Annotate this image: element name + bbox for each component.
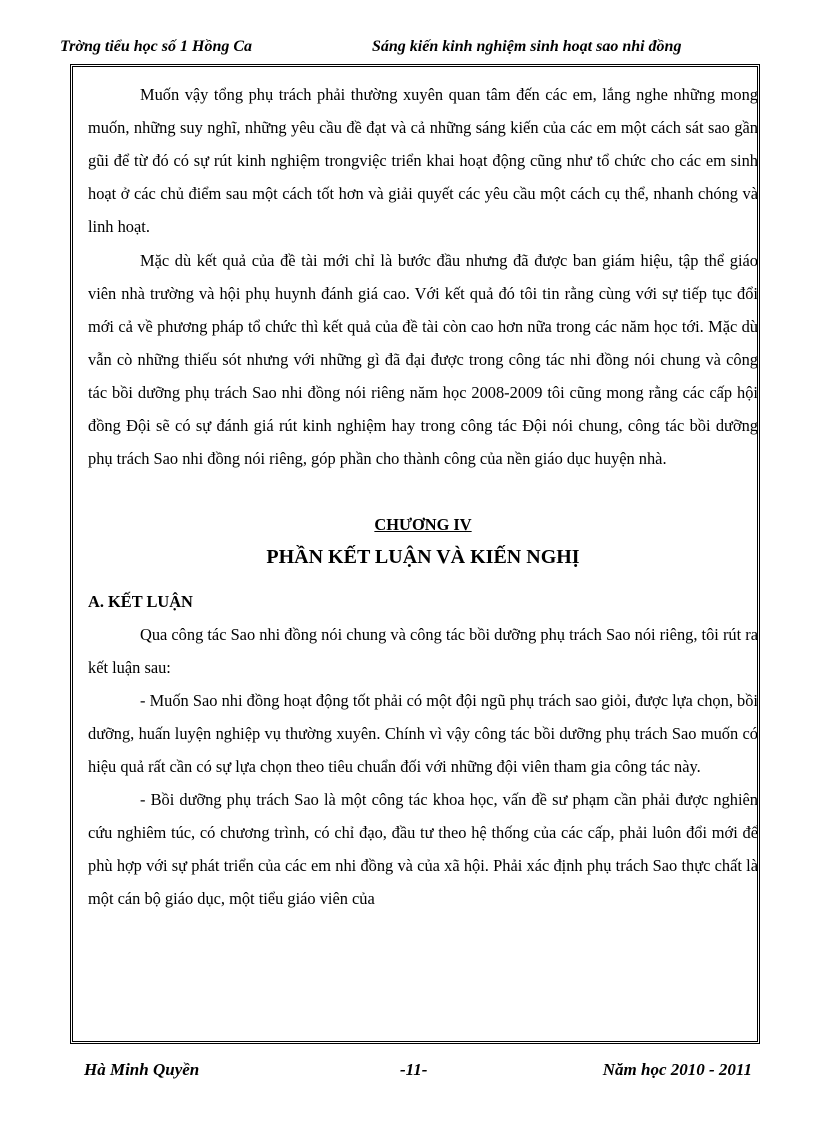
body-paragraph-2: Mặc dù kết quả của đề tài mới chỉ là bước đầu nhưng đã được ban giám hiệu, tập thể giáo viên nhà trường và hội phụ huynh đánh giá cao. Với kết quả đó tôi tin rằng cùng với sự tiếp tục đổi mới cả về phương pháp tổ chức thì kết quả của đề tài còn cao hơn nữa trong các năm học tới. Mặc dù vẫn cò những thiếu sót nhưng với những gì đã đại được trong công tác nhi đồng nói chung và công tác bồi dưỡng phụ trách Sao nhi đồng nói riêng năm học 2008-2009 tôi cũng mong rằng các cấp hội đồng Đội sẽ có sự đánh giá rút kinh nghiệm hay trong công tác Đội nói chung, công tác bồi dưỡng phụ trách Sao nhi đồng nói riêng, góp phần cho thành công của nền giáo dục huyện nhà. [88,251,758,468]
conclusion-paragraph-1: Qua công tác Sao nhi đồng nói chung và công tác bồi dưỡng phụ trách Sao nói riêng, tôi rút ra kết luận sau: [88,625,758,677]
chapter-label: CHƯƠNG IV [374,515,472,534]
body-paragraph-1: Muốn vậy tổng phụ trách phải thường xuyên quan tâm đến các em, lắng nghe những mong muốn, những suy nghĩ, những yêu cầu đề đạt và cả những sáng kiến của các em một cách sát sao gần gũi để từ đó có sự rút kinh nghiệm trongviệc triển khai hoạt động cũng như tổ chức cho các em sinh hoạt ở các chủ điểm sau một cách tốt hơn và giải quyết các yêu cầu một cách cụ thể, nhanh chóng và linh hoạt. [88,85,758,236]
conclusion-paragraph-2: - Muốn Sao nhi đồng hoạt động tốt phải có một đội ngũ phụ trách sao giỏi, được lựa chọn, bồi dưỡng, huấn luyện nghiệp vụ thường xuyên. Chính vì vậy công tác bồi dưỡng phụ trách Sao muốn có hiệu quả rất cần có sự lựa chọn theo tiêu chuẩn đối với những đội viên tham gia công tác này. [88,691,758,776]
chapter-title: PHẦN KẾT LUẬN VÀ KIẾN NGHỊ [266,546,580,568]
footer-author: Hà Minh Quyền [84,1060,200,1079]
header-school-name: Trờng tiểu học số 1 Hồng Ca [60,38,253,55]
page-footer [84,1060,760,1086]
header-document-title: Sáng kiến kinh nghiệm sinh hoạt sao nhi đồng [372,38,682,55]
footer-page-number: -11- [400,1060,428,1079]
page-content [88,78,758,915]
page-header [60,36,760,62]
footer-school-year: Năm học 2010 - 2011 [602,1060,752,1079]
conclusion-paragraph-3: - Bồi dưỡng phụ trách Sao là một công tác khoa học, vấn đề sư phạm cần phải được nghiên cứu nghiêm túc, có chương trình, có chỉ đạo, đầu tư theo hệ thống của các cấp, phải luôn đổi mới để phù hợp với sự phát triển của các em nhi đồng và của xã hội. Phải xác định phụ trách Sao thực chất là một cán bộ giáo dục, một tiểu giáo viên của [88,790,758,908]
section-heading-conclusion: A. KẾT LUẬN [88,592,193,611]
